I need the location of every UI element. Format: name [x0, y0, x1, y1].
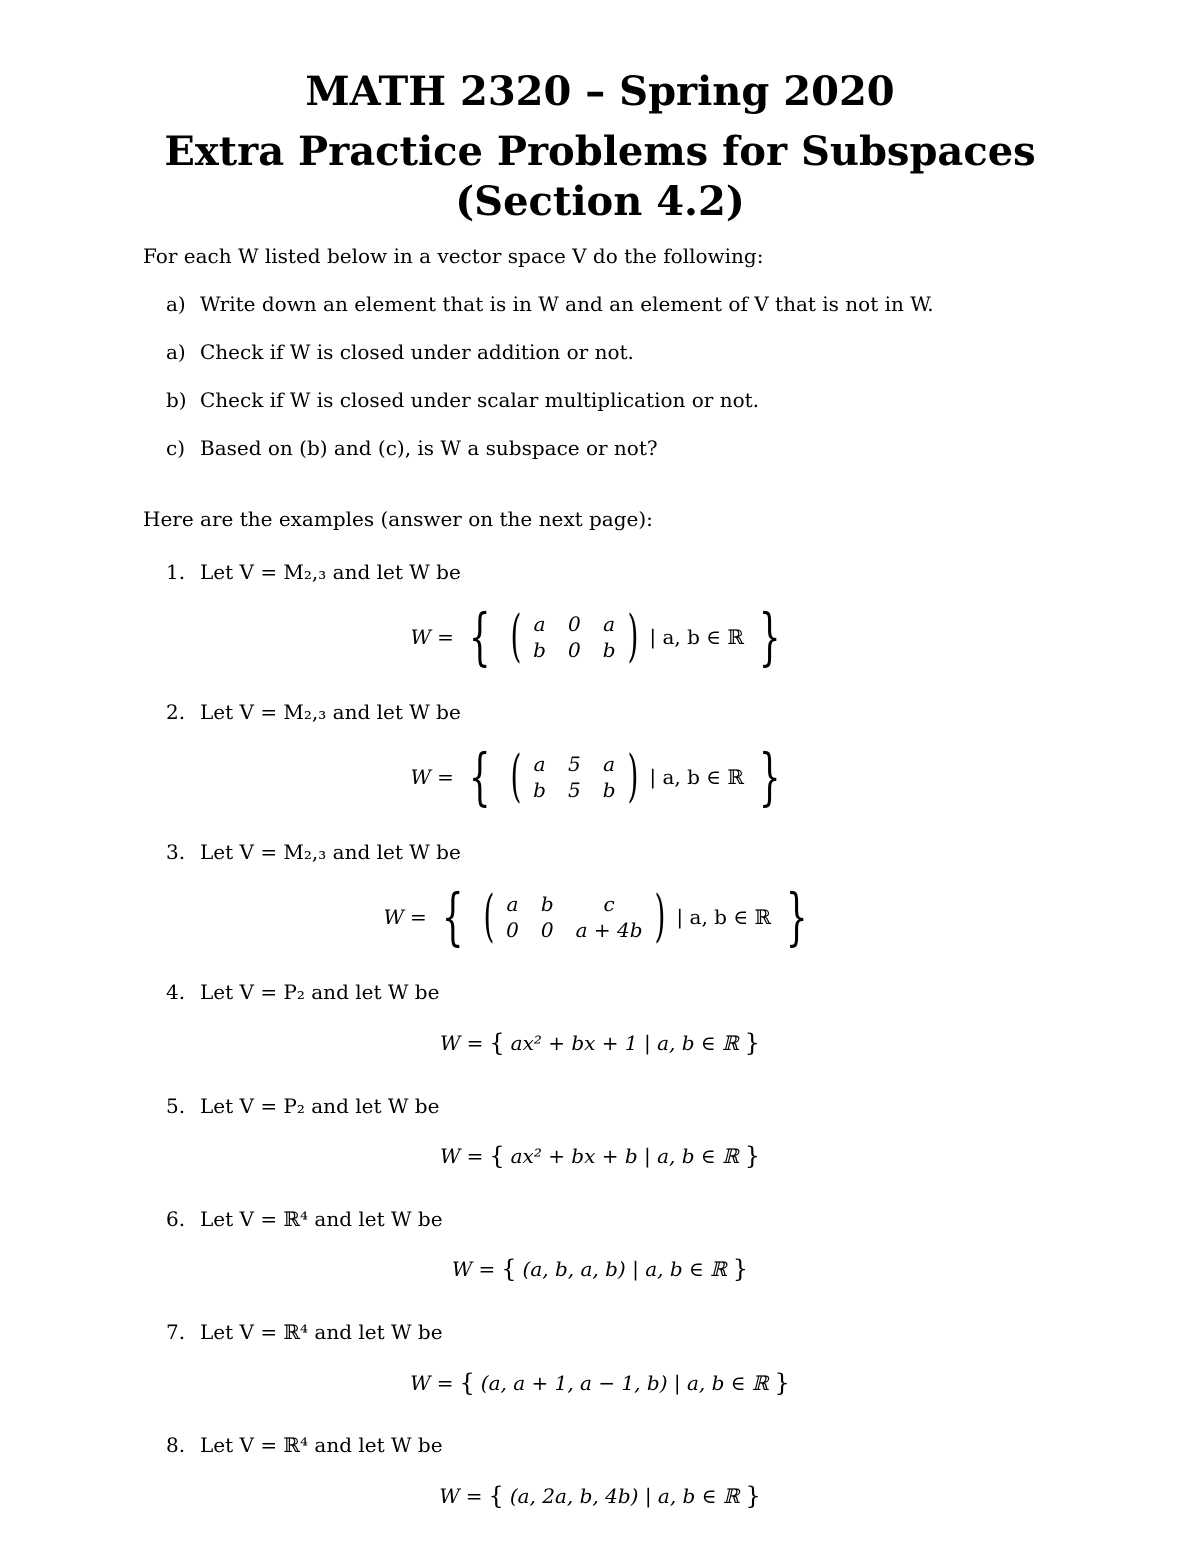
problem-formula — [0, 1142, 1200, 1170]
problem-formula — [0, 1029, 1200, 1057]
set-name: W — [383, 905, 404, 929]
right-brace: } — [744, 1142, 760, 1170]
matrix-entry: c — [603, 892, 615, 916]
matrix-entry: b — [533, 638, 546, 662]
task-text: Check if W is closed under addition or not. — [200, 340, 634, 364]
problem-number: 1. — [166, 560, 186, 584]
problem-formula — [0, 1369, 1200, 1397]
document-subtitle-line1: Extra Practice Problems for Subspaces — [164, 128, 1036, 175]
problem-number: 7. — [166, 1320, 186, 1344]
matrix-entry: b — [602, 638, 616, 662]
problem-formula — [0, 600, 1200, 673]
set-condition: | a, b ∈ ℝ — [649, 765, 745, 789]
set-content: (a, b, a, b) | a, b ∈ ℝ — [522, 1257, 727, 1281]
problem-number: 6. — [166, 1207, 186, 1231]
matrix — [506, 891, 642, 943]
left-paren: ( — [510, 604, 522, 669]
left-paren: ( — [510, 744, 522, 809]
set-condition: | a, b ∈ ℝ — [649, 625, 745, 649]
set-name: W — [410, 765, 432, 789]
equals-sign: = — [436, 1371, 454, 1395]
matrix-entry: a — [603, 612, 616, 636]
task-label: a) — [166, 292, 186, 316]
matrix-entry: 0 — [540, 918, 554, 942]
matrix-entry: a — [533, 612, 546, 636]
left-brace: { — [459, 1369, 475, 1397]
left-brace: { — [489, 1029, 505, 1057]
right-brace: } — [732, 1255, 749, 1283]
problem-statement: Let V = P₂ and let W be — [200, 1094, 440, 1118]
matrix-entry: a — [506, 892, 519, 916]
set-content: ax² + bx + 1 | a, b ∈ ℝ — [510, 1031, 739, 1055]
left-paren: ( — [483, 884, 495, 949]
matrix-entry: 0 — [506, 918, 519, 942]
left-brace: { — [488, 1482, 504, 1510]
problem-statement: Let V = ℝ⁴ and let W be — [200, 1207, 443, 1231]
right-paren: ) — [654, 884, 665, 949]
right-brace: } — [785, 880, 808, 953]
problem-statement: Let V = M₂,₃ and let W be — [200, 560, 461, 584]
matrix-entry: a — [533, 752, 546, 776]
problem-statement: Let V = M₂,₃ and let W be — [200, 840, 461, 864]
right-brace: } — [758, 600, 781, 673]
matrix — [533, 611, 615, 663]
task-label: c) — [166, 436, 186, 460]
right-brace: } — [758, 740, 781, 813]
matrix-entry: b — [602, 778, 616, 802]
equals-sign: = — [437, 765, 454, 789]
task-text: Based on (b) and (c), is W a subspace or not? — [200, 436, 658, 460]
problem-statement: Let V = ℝ⁴ and let W be — [200, 1320, 443, 1344]
examples-intro: Here are the examples (answer on the next page): — [143, 507, 653, 531]
left-brace: { — [468, 740, 491, 813]
problem-formula — [0, 1255, 1200, 1283]
matrix — [533, 751, 615, 803]
matrix-entry: b — [533, 778, 546, 802]
equals-sign: = — [466, 1031, 484, 1055]
intro-text: For each W listed below in a vector space V do the following: — [143, 244, 764, 268]
set-content: (a, a + 1, a − 1, b) | a, b ∈ ℝ — [480, 1371, 769, 1395]
matrix-entry: b — [540, 892, 554, 916]
set-name: W — [410, 625, 432, 649]
set-name: W — [410, 1371, 431, 1395]
left-brace: { — [441, 880, 464, 953]
problem-formula — [0, 1482, 1200, 1510]
set-name: W — [440, 1144, 461, 1168]
set-name: W — [440, 1031, 461, 1055]
matrix-entry: 0 — [567, 612, 581, 636]
right-brace: } — [774, 1369, 790, 1397]
task-label: a) — [166, 340, 186, 364]
left-brace: { — [501, 1255, 517, 1283]
equals-sign: = — [465, 1484, 483, 1508]
matrix-entry: 5 — [567, 778, 581, 802]
document-title: MATH 2320 – Spring 2020 — [305, 68, 895, 115]
set-name: W — [451, 1257, 473, 1281]
task-text: Check if W is closed under scalar multiplication or not. — [200, 388, 760, 412]
problem-number: 4. — [166, 980, 186, 1004]
left-brace: { — [489, 1142, 505, 1170]
right-brace: } — [744, 1029, 760, 1057]
left-brace: { — [468, 600, 491, 673]
matrix-entry: a + 4b — [575, 918, 643, 942]
problem-number: 3. — [166, 840, 186, 864]
set-name: W — [439, 1484, 460, 1508]
right-paren: ) — [626, 744, 638, 809]
problem-number: 8. — [166, 1433, 186, 1457]
problem-statement: Let V = M₂,₃ and let W be — [200, 700, 461, 724]
right-paren: ) — [626, 604, 638, 669]
set-content: ax² + bx + b | a, b ∈ ℝ — [510, 1144, 739, 1168]
problem-statement: Let V = ℝ⁴ and let W be — [200, 1433, 443, 1457]
right-brace: } — [745, 1482, 761, 1510]
problem-number: 2. — [166, 700, 186, 724]
document-subtitle-line2: (Section 4.2) — [455, 178, 745, 225]
set-condition: | a, b ∈ ℝ — [676, 905, 772, 929]
set-content: (a, 2a, b, 4b) | a, b ∈ ℝ — [509, 1484, 740, 1508]
equals-sign: = — [437, 625, 454, 649]
task-text: Write down an element that is in W and an element of V that is not in W. — [200, 292, 934, 316]
task-label: b) — [166, 388, 187, 412]
matrix-entry: 5 — [567, 752, 581, 776]
equals-sign: = — [466, 1144, 484, 1168]
matrix-entry: 0 — [567, 638, 581, 662]
equals-sign: = — [478, 1257, 496, 1281]
equals-sign: = — [410, 905, 427, 929]
problem-formula — [0, 880, 1200, 953]
matrix-entry: a — [603, 752, 616, 776]
problem-statement: Let V = P₂ and let W be — [200, 980, 440, 1004]
problem-formula — [0, 740, 1200, 813]
problem-number: 5. — [166, 1094, 186, 1118]
